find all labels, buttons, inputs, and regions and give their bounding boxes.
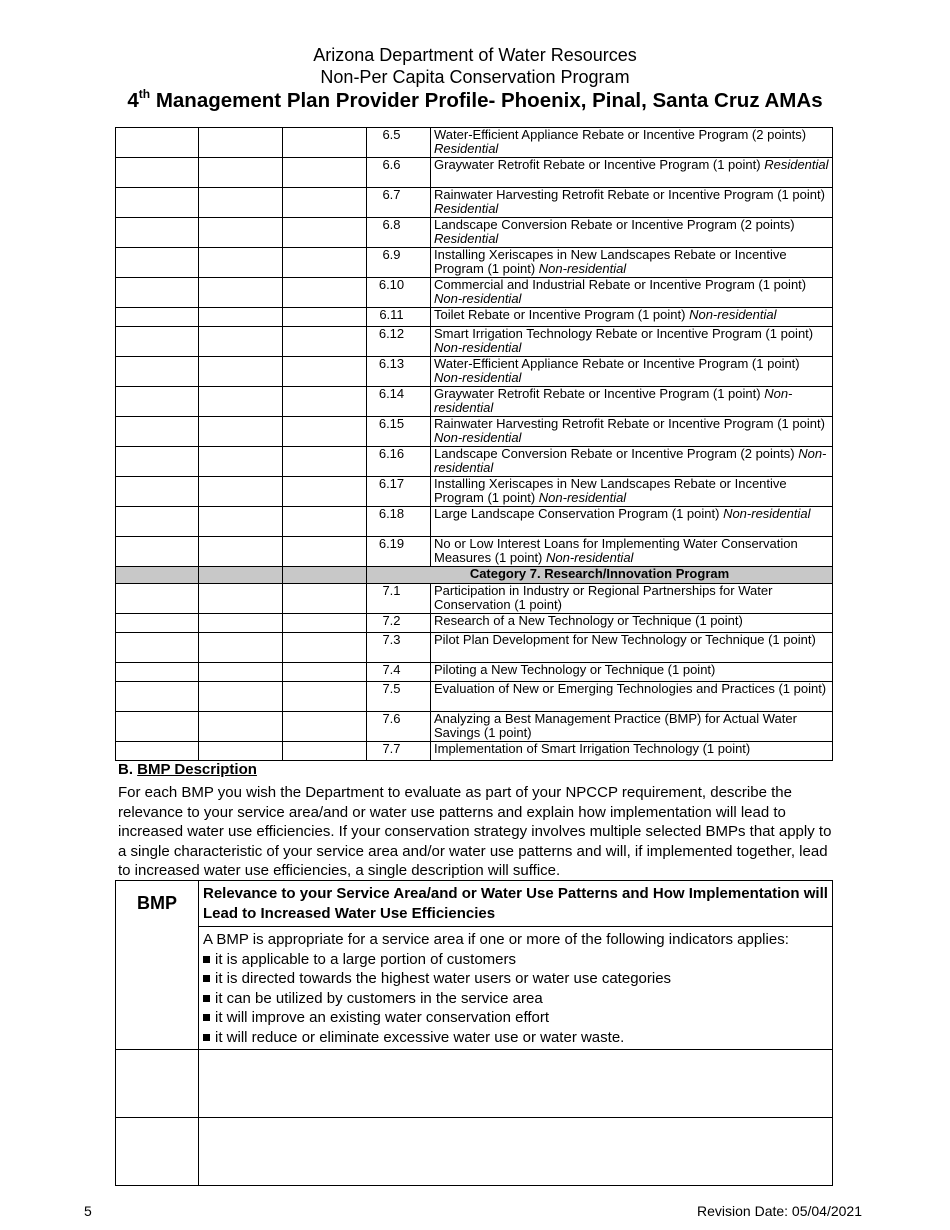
selection-cell[interactable]	[116, 507, 199, 537]
selection-cell[interactable]	[199, 188, 283, 218]
selection-cell[interactable]	[116, 327, 199, 357]
bmp-text: Toilet Rebate or Incentive Program (1 point)	[434, 307, 690, 322]
selection-cell[interactable]	[283, 614, 367, 633]
indicator-list	[203, 950, 828, 1048]
bmp-row	[116, 633, 833, 663]
relevance-entry-cell-1[interactable]	[199, 1050, 833, 1118]
selection-cell[interactable]	[199, 712, 283, 742]
bmp-number: 6.16	[367, 447, 431, 477]
bmp-sector-tag: Non-residential	[434, 340, 522, 355]
bmp-number: 6.5	[367, 128, 431, 158]
selection-cell[interactable]	[283, 712, 367, 742]
bmp-sector-tag: Non-residential	[546, 550, 634, 565]
indicator-intro: A BMP is appropriate for a service area if one or more of the following indicators applies:	[203, 931, 789, 948]
bmp-table-body	[116, 128, 833, 761]
bmp-number: 6.6	[367, 158, 431, 188]
bmp-text: Installing Xeriscapes in New Landscapes Rebate or Incentive Program (1 point)	[434, 476, 787, 505]
bmp-description	[431, 248, 833, 278]
category-blank-cell	[116, 567, 199, 584]
bmp-sector-tag: Residential	[434, 231, 499, 246]
indicator-text: it is directed towards the highest water users or water use categories	[215, 970, 672, 987]
title-prefix: 4	[127, 89, 139, 112]
bmp-selection-table	[115, 127, 833, 761]
selection-cell[interactable]	[283, 584, 367, 614]
selection-cell[interactable]	[116, 158, 199, 188]
bmp-sector-tag: Residential	[764, 157, 829, 172]
selection-cell[interactable]	[199, 417, 283, 447]
bmp-row	[116, 663, 833, 682]
section-b-prefix: B.	[118, 761, 138, 778]
bmp-description	[431, 507, 833, 537]
bmp-text: No or Low Interest Loans for Implementing Water Conservation Measures (1 point)	[434, 536, 798, 565]
selection-cell[interactable]	[283, 742, 367, 761]
selection-cell[interactable]	[199, 447, 283, 477]
bmp-sector-tag: Non-residential	[434, 446, 827, 475]
selection-cell[interactable]	[116, 614, 199, 633]
selection-cell[interactable]	[116, 188, 199, 218]
category-7-row	[116, 567, 833, 584]
bmp-text: Rainwater Harvesting Retrofit Rebate or Incentive Program (1 point)	[434, 187, 825, 202]
bmp-number: 6.9	[367, 248, 431, 278]
indicator-item	[203, 1008, 828, 1028]
bmp-column-header: BMP	[116, 881, 199, 1050]
selection-cell[interactable]	[116, 663, 199, 682]
bmp-entry-cell-2[interactable]	[116, 1118, 199, 1186]
bmp-number: 7.4	[367, 663, 431, 682]
selection-cell[interactable]	[199, 682, 283, 712]
indicator-item	[203, 950, 828, 970]
bullet-square-icon	[203, 956, 210, 963]
bmp-row	[116, 188, 833, 218]
bmp-row	[116, 447, 833, 477]
bmp-text: Landscape Conversion Rebate or Incentive Program (2 points)	[434, 446, 799, 461]
selection-cell[interactable]	[283, 417, 367, 447]
bullet-square-icon	[203, 995, 210, 1002]
page-header	[0, 44, 950, 114]
indicator-item	[203, 1028, 828, 1048]
bmp-description	[431, 218, 833, 248]
bmp-row	[116, 584, 833, 614]
bmp-row	[116, 712, 833, 742]
bmp-sector-tag: Non-residential	[434, 370, 522, 385]
bmp-text: Pilot Plan Development for New Technology or Technique (1 point)	[434, 632, 816, 647]
bullet-square-icon	[203, 975, 210, 982]
selection-cell[interactable]	[283, 477, 367, 507]
bmp-sector-tag: Non-residential	[689, 307, 777, 322]
selection-cell[interactable]	[283, 663, 367, 682]
bmp-text: Evaluation of New or Emerging Technologies and Practices (1 point)	[434, 681, 827, 696]
selection-cell[interactable]	[283, 507, 367, 537]
bmp-entry-cell-1[interactable]	[116, 1050, 199, 1118]
selection-cell[interactable]	[283, 387, 367, 417]
bmp-text: Implementation of Smart Irrigation Technology (1 point)	[434, 741, 751, 756]
bmp-row	[116, 614, 833, 633]
bmp-description	[431, 278, 833, 308]
bmp-description	[431, 447, 833, 477]
selection-cell[interactable]	[199, 742, 283, 761]
selection-cell[interactable]	[283, 278, 367, 308]
selection-cell[interactable]	[199, 614, 283, 633]
bmp-row	[116, 417, 833, 447]
indicator-text: it is applicable to a large portion of customers	[215, 950, 516, 968]
bmp-text: Analyzing a Best Management Practice (BMP) for Actual Water Savings (1 point)	[434, 711, 797, 740]
bmp-number: 6.8	[367, 218, 431, 248]
selection-cell[interactable]	[116, 128, 199, 158]
bmp-row	[116, 308, 833, 327]
bmp-number: 6.17	[367, 477, 431, 507]
selection-cell[interactable]	[283, 633, 367, 663]
selection-cell[interactable]	[199, 357, 283, 387]
relevance-column-header: Relevance to your Service Area/and or Water Use Patterns and How Implementation will Lead to Increased Water Use Efficiencies	[199, 881, 833, 927]
bmp-sector-tag: Non-residential	[434, 386, 793, 415]
bmp-row	[116, 327, 833, 357]
selection-cell[interactable]	[283, 682, 367, 712]
bmp-description	[431, 742, 833, 761]
selection-cell[interactable]	[199, 218, 283, 248]
bmp-text: Smart Irrigation Technology Rebate or Incentive Program (1 point)	[434, 326, 814, 341]
bmp-text: Water-Efficient Appliance Rebate or Incentive Program (2 points)	[434, 127, 807, 142]
selection-cell[interactable]	[116, 633, 199, 663]
category-blank-cell	[199, 567, 283, 584]
program-name: Non-Per Capita Conservation Program	[320, 67, 630, 87]
selection-cell[interactable]	[199, 308, 283, 327]
bmp-sector-tag: Non-residential	[434, 430, 522, 445]
bmp-row	[116, 248, 833, 278]
selection-cell[interactable]	[199, 477, 283, 507]
page-number: 5	[84, 1203, 92, 1219]
bmp-description-table	[115, 880, 833, 1186]
section-b-title: BMP Description	[137, 761, 257, 778]
indicator-text: it will reduce or eliminate excessive water use or water waste.	[215, 1028, 625, 1046]
bmp-description	[431, 477, 833, 507]
bmp-description	[431, 537, 833, 567]
bmp-sector-tag: Residential	[434, 141, 499, 156]
selection-cell[interactable]	[283, 327, 367, 357]
relevance-entry-cell-2[interactable]	[199, 1118, 833, 1186]
selection-cell[interactable]	[116, 218, 199, 248]
selection-cell[interactable]	[199, 663, 283, 682]
selection-cell[interactable]	[199, 507, 283, 537]
bmp-text: Landscape Conversion Rebate or Incentive Program (2 points)	[434, 217, 795, 232]
bmp-description	[431, 633, 833, 663]
bmp-row	[116, 477, 833, 507]
title-rest: Management Plan Provider Profile- Phoenix, Pinal, Santa Cruz AMAs	[150, 89, 823, 112]
selection-cell[interactable]	[283, 158, 367, 188]
bmp-description	[431, 614, 833, 633]
bmp-sector-tag: Non-residential	[538, 261, 627, 276]
selection-cell[interactable]	[116, 584, 199, 614]
bmp-sector-tag: Non-residential	[434, 291, 522, 306]
bmp-number: 7.7	[367, 742, 431, 761]
bmp-row	[116, 278, 833, 308]
bmp-description	[431, 682, 833, 712]
selection-cell[interactable]	[199, 278, 283, 308]
bmp-number: 7.1	[367, 584, 431, 614]
selection-cell[interactable]	[199, 633, 283, 663]
bmp-text: Commercial and Industrial Rebate or Incentive Program (1 point)	[434, 277, 807, 292]
bmp-text: Rainwater Harvesting Retrofit Rebate or Incentive Program (1 point)	[434, 416, 825, 431]
bmp-text: Installing Xeriscapes in New Landscapes Rebate or Incentive Program (1 point)	[434, 247, 787, 276]
selection-cell[interactable]	[116, 477, 199, 507]
bmp-number: 6.13	[367, 357, 431, 387]
bmp-text: Participation in Industry or Regional Partnerships for Water Conservation (1 point)	[434, 583, 773, 612]
bmp-text: Research of a New Technology or Technique (1 point)	[434, 613, 743, 628]
bmp-number: 7.5	[367, 682, 431, 712]
bmp-sector-tag: Non-residential	[538, 490, 627, 505]
bmp-row	[116, 682, 833, 712]
bmp-description	[431, 188, 833, 218]
bmp-description	[431, 584, 833, 614]
selection-cell[interactable]	[199, 387, 283, 417]
bmp-number: 6.7	[367, 188, 431, 218]
bmp-number: 7.2	[367, 614, 431, 633]
bmp-description	[431, 663, 833, 682]
bmp-description	[431, 357, 833, 387]
selection-cell[interactable]	[116, 387, 199, 417]
selection-cell[interactable]	[116, 712, 199, 742]
selection-cell[interactable]	[283, 248, 367, 278]
bmp-text: Piloting a New Technology or Technique (1 point)	[434, 662, 716, 677]
selection-cell[interactable]	[199, 248, 283, 278]
selection-cell[interactable]	[116, 248, 199, 278]
bmp-description	[431, 327, 833, 357]
bmp-text: Large Landscape Conservation Program (1 point)	[434, 506, 724, 521]
bmp-row	[116, 387, 833, 417]
title-superscript: th	[138, 87, 151, 101]
bmp-row	[116, 218, 833, 248]
bmp-description	[431, 387, 833, 417]
selection-cell[interactable]	[199, 128, 283, 158]
bmp-text: Water-Efficient Appliance Rebate or Incentive Program (1 point)	[434, 356, 800, 371]
selection-cell[interactable]	[283, 128, 367, 158]
bmp-number: 6.19	[367, 537, 431, 567]
bmp-sector-tag: Residential	[434, 201, 499, 216]
selection-cell[interactable]	[283, 218, 367, 248]
bmp-row	[116, 537, 833, 567]
bmp-sector-tag: Non-residential	[723, 506, 811, 521]
bmp-description	[431, 308, 833, 327]
bullet-square-icon	[203, 1034, 210, 1041]
indicator-text: it can be utilized by customers in the service area	[215, 989, 543, 1007]
bmp-number: 6.18	[367, 507, 431, 537]
selection-cell[interactable]	[199, 327, 283, 357]
section-b-heading	[118, 760, 832, 780]
selection-cell[interactable]	[199, 584, 283, 614]
selection-cell[interactable]	[116, 357, 199, 387]
selection-cell[interactable]	[283, 188, 367, 218]
selection-cell[interactable]	[283, 537, 367, 567]
bmp-number: 7.3	[367, 633, 431, 663]
bmp-description	[431, 712, 833, 742]
bmp-number: 7.6	[367, 712, 431, 742]
bmp-description	[431, 128, 833, 158]
selection-cell[interactable]	[116, 308, 199, 327]
indicator-item	[203, 969, 828, 989]
agency-name: Arizona Department of Water Resources	[313, 45, 637, 65]
indicator-text: it will improve an existing water conservation effort	[215, 1009, 550, 1026]
selection-cell[interactable]	[116, 742, 199, 761]
indicator-guidance	[199, 927, 833, 1050]
selection-cell[interactable]	[283, 447, 367, 477]
bmp-row	[116, 357, 833, 387]
selection-cell[interactable]	[116, 537, 199, 567]
selection-cell[interactable]	[199, 537, 283, 567]
bmp-row	[116, 507, 833, 537]
section-b	[118, 760, 832, 881]
selection-cell[interactable]	[283, 357, 367, 387]
bmp-text: Graywater Retrofit Rebate or Incentive Program (1 point)	[434, 386, 765, 401]
category-7-label: Category 7. Research/Innovation Program	[367, 567, 833, 584]
section-b-instructions: For each BMP you wish the Department to evaluate as part of your NPCCP requirement, describe the relevance to your service area/and or water use patterns and explain how implementation will lead to increased water use efficiencies. If your conservation strategy involves multiple selected BMPs that apply to a single characteristic of your service area and/or water use patterns and will, if implemented together, lead to increased water use efficiencies, a single description will suffice.	[118, 784, 832, 879]
selection-cell[interactable]	[116, 682, 199, 712]
category-blank-cell	[283, 567, 367, 584]
bmp-row	[116, 158, 833, 188]
bmp-text: Graywater Retrofit Rebate or Incentive Program (1 point)	[434, 157, 765, 172]
page-title	[0, 88, 950, 114]
selection-cell[interactable]	[283, 308, 367, 327]
bmp-description	[431, 158, 833, 188]
bmp-number: 6.15	[367, 417, 431, 447]
selection-cell[interactable]	[116, 278, 199, 308]
bmp-number: 6.11	[367, 308, 431, 327]
selection-cell[interactable]	[116, 417, 199, 447]
bmp-description	[431, 417, 833, 447]
bmp-number: 6.10	[367, 278, 431, 308]
bmp-row	[116, 742, 833, 761]
selection-cell[interactable]	[199, 158, 283, 188]
indicator-item	[203, 989, 828, 1009]
selection-cell[interactable]	[116, 447, 199, 477]
revision-date: Revision Date: 05/04/2021	[697, 1203, 862, 1219]
bmp-number: 6.14	[367, 387, 431, 417]
bullet-square-icon	[203, 1014, 210, 1021]
bmp-number: 6.12	[367, 327, 431, 357]
bmp-row	[116, 128, 833, 158]
